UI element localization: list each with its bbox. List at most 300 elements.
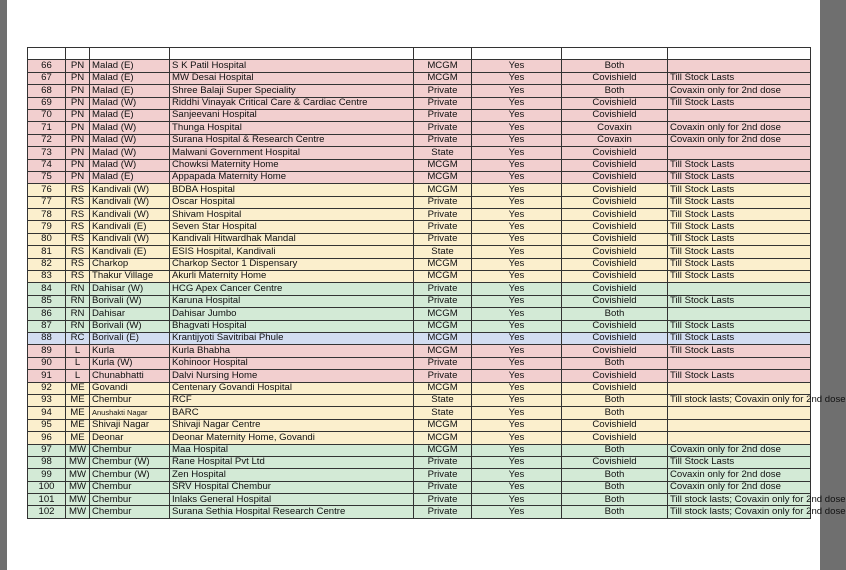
cell-hospital-type: Private [414, 221, 472, 233]
table-row [28, 357, 811, 369]
cell-remarks: Till stock lasts; Covaxin only for 2nd dose [668, 494, 811, 506]
cell-remarks: Covaxin only for 2nd dose [668, 122, 811, 134]
cell-hospital-type: MCGM [414, 72, 472, 84]
cell-ward: PN [66, 159, 90, 171]
cell-serial-number: 76 [28, 184, 66, 196]
cell-hospital-name: ESIS Hospital, Kandivali [170, 246, 414, 258]
cell-vaccine: Covishield [562, 345, 668, 357]
table-row [28, 221, 811, 233]
cell-vaccine: Covishield [562, 419, 668, 431]
cell-hospital-type: Private [414, 481, 472, 493]
cell-ward: ME [66, 394, 90, 406]
cell-area: Chembur (W) [90, 469, 170, 481]
cell-hospital-name: Seven Star Hospital [170, 221, 414, 233]
table-row [28, 85, 811, 97]
cell-serial-number: 67 [28, 72, 66, 84]
cell-active: Yes [472, 295, 562, 307]
cell-hospital-type: MCGM [414, 320, 472, 332]
table-row [28, 494, 811, 506]
cell-vaccine: Covishield [562, 233, 668, 245]
cell-hospital-type: Private [414, 456, 472, 468]
cell-hospital-type: Private [414, 109, 472, 121]
cell-serial-number: 72 [28, 134, 66, 146]
cell-hospital-type: MCGM [414, 332, 472, 344]
cell-hospital-name: HCG Apex Cancer Centre [170, 283, 414, 295]
cell-vaccine: Covishield [562, 271, 668, 283]
cell-area: Kandivali (W) [90, 233, 170, 245]
cell-remarks [668, 147, 811, 159]
cell-vaccine: Covishield [562, 246, 668, 258]
cell-hospital-name: Shivaji Nagar Centre [170, 419, 414, 431]
cell-remarks [668, 60, 811, 72]
cell-vaccine: Covishield [562, 196, 668, 208]
cell-area: Deonar [90, 432, 170, 444]
cell-remarks: Covaxin only for 2nd dose [668, 481, 811, 493]
cell-active: Yes [472, 382, 562, 394]
cell-remarks: Till Stock Lasts [668, 370, 811, 382]
cell-active: Yes [472, 171, 562, 183]
cell-vaccine: Covishield [562, 109, 668, 121]
header-spacer-row [28, 48, 811, 60]
cell-hospital-type: MCGM [414, 159, 472, 171]
cell-active: Yes [472, 122, 562, 134]
cell-remarks: Till Stock Lasts [668, 332, 811, 344]
table-row [28, 184, 811, 196]
cell-hospital-type: Private [414, 97, 472, 109]
cell-serial-number: 99 [28, 469, 66, 481]
cell-hospital-name: Rane Hospital Pvt Ltd [170, 456, 414, 468]
table-row [28, 283, 811, 295]
cell-ward: RS [66, 246, 90, 258]
table-row [28, 308, 811, 320]
cell-remarks: Till Stock Lasts [668, 159, 811, 171]
cell-hospital-name: Zen Hospital [170, 469, 414, 481]
cell-vaccine: Covishield [562, 221, 668, 233]
table-row [28, 481, 811, 493]
cell-active: Yes [472, 345, 562, 357]
cell-active: Yes [472, 233, 562, 245]
cell-vaccine: Covaxin [562, 134, 668, 146]
cell-remarks: Till Stock Lasts [668, 456, 811, 468]
cell-area: Borivali (W) [90, 295, 170, 307]
cell-vaccine: Covishield [562, 382, 668, 394]
table-row [28, 295, 811, 307]
table-row [28, 122, 811, 134]
cell-vaccine: Covishield [562, 184, 668, 196]
cell-hospital-name: Charkop Sector 1 Dispensary [170, 258, 414, 270]
cell-vaccine: Covishield [562, 370, 668, 382]
cell-area: Kandivali (W) [90, 209, 170, 221]
table-row [28, 159, 811, 171]
cell-remarks: Till stock lasts; Covaxin only for 2nd dose [668, 394, 811, 406]
cell-serial-number: 74 [28, 159, 66, 171]
cell-serial-number: 86 [28, 308, 66, 320]
table-row [28, 258, 811, 270]
cell-serial-number: 83 [28, 271, 66, 283]
cell-vaccine: Both [562, 60, 668, 72]
cell-hospital-type: Private [414, 209, 472, 221]
cell-area: Malad (E) [90, 171, 170, 183]
cell-ward: RS [66, 258, 90, 270]
cell-remarks: Till Stock Lasts [668, 345, 811, 357]
cell-serial-number: 77 [28, 196, 66, 208]
cell-ward: PN [66, 85, 90, 97]
cell-active: Yes [472, 109, 562, 121]
cell-active: Yes [472, 85, 562, 97]
cell-remarks [668, 407, 811, 419]
cell-hospital-type: MCGM [414, 271, 472, 283]
cell-serial-number: 98 [28, 456, 66, 468]
cell-area: Malad (E) [90, 85, 170, 97]
cell-vaccine: Both [562, 506, 668, 518]
cell-serial-number: 82 [28, 258, 66, 270]
cell-hospital-name: Appapada Maternity Home [170, 171, 414, 183]
cell-hospital-type: MCGM [414, 382, 472, 394]
table-row [28, 394, 811, 406]
cell-serial-number: 85 [28, 295, 66, 307]
cell-active: Yes [472, 456, 562, 468]
cell-vaccine: Both [562, 469, 668, 481]
cell-remarks [668, 283, 811, 295]
cell-area: Malad (W) [90, 147, 170, 159]
cell-ward: MW [66, 456, 90, 468]
cell-vaccine: Covishield [562, 159, 668, 171]
cell-serial-number: 101 [28, 494, 66, 506]
cell-serial-number: 102 [28, 506, 66, 518]
cell-ward: ME [66, 382, 90, 394]
cell-serial-number: 73 [28, 147, 66, 159]
cell-hospital-name: Surana Sethia Hospital Research Centre [170, 506, 414, 518]
cell-area: Borivali (W) [90, 320, 170, 332]
cell-vaccine: Both [562, 357, 668, 369]
cell-ward: PN [66, 122, 90, 134]
cell-active: Yes [472, 209, 562, 221]
cell-serial-number: 66 [28, 60, 66, 72]
cell-vaccine: Covishield [562, 283, 668, 295]
cell-vaccine: Both [562, 394, 668, 406]
cell-serial-number: 78 [28, 209, 66, 221]
cell-ward: RS [66, 209, 90, 221]
cell-area: Govandi [90, 382, 170, 394]
cell-vaccine: Covishield [562, 320, 668, 332]
cell-remarks: Till Stock Lasts [668, 233, 811, 245]
cell-remarks: Till Stock Lasts [668, 196, 811, 208]
cell-hospital-name: Inlaks General Hospital [170, 494, 414, 506]
cell-serial-number: 69 [28, 97, 66, 109]
table-body [28, 48, 846, 519]
cell-vaccine: Covishield [562, 171, 668, 183]
cell-hospital-name: RCF [170, 394, 414, 406]
cell-serial-number: 91 [28, 370, 66, 382]
cell-active: Yes [472, 308, 562, 320]
cell-area: Dahisar (W) [90, 283, 170, 295]
cell-area: Charkop [90, 258, 170, 270]
cell-hospital-name: MW Desai Hospital [170, 72, 414, 84]
cell-hospital-name: Thunga Hospital [170, 122, 414, 134]
cell-hospital-name: S K Patil Hospital [170, 60, 414, 72]
table-row [28, 382, 811, 394]
cell-area: Kandivali (W) [90, 196, 170, 208]
cell-serial-number: 100 [28, 481, 66, 493]
table-row [28, 444, 811, 456]
cell-ward: L [66, 370, 90, 382]
cell-hospital-type: MCGM [414, 171, 472, 183]
cell-vaccine: Covishield [562, 209, 668, 221]
cell-ward: RN [66, 308, 90, 320]
cell-active: Yes [472, 271, 562, 283]
cell-hospital-name: Bhagvati Hospital [170, 320, 414, 332]
cell-serial-number: 79 [28, 221, 66, 233]
table-row [28, 332, 811, 344]
cell-ward: MW [66, 469, 90, 481]
cell-remarks: Till Stock Lasts [668, 258, 811, 270]
cell-hospital-name: Sanjeevani Hospital [170, 109, 414, 121]
cell-ward: PN [66, 97, 90, 109]
cell-ward: PN [66, 171, 90, 183]
cell-hospital-type: Private [414, 134, 472, 146]
table-row [28, 506, 811, 518]
cell-active: Yes [472, 506, 562, 518]
cell-area: Malad (W) [90, 122, 170, 134]
cell-area: Kurla [90, 345, 170, 357]
cell-hospital-name: Karuna Hospital [170, 295, 414, 307]
cell-hospital-type: Private [414, 85, 472, 97]
cell-area: Anushakti Nagar [90, 407, 170, 419]
table-row [28, 456, 811, 468]
cell-vaccine: Covishield [562, 295, 668, 307]
cell-remarks: Till stock lasts; Covaxin only for 2nd dose [668, 506, 811, 518]
table-row [28, 147, 811, 159]
cell-hospital-type: Private [414, 196, 472, 208]
cell-area: Malad (W) [90, 159, 170, 171]
cell-vaccine: Covishield [562, 432, 668, 444]
cell-vaccine: Covishield [562, 456, 668, 468]
cell-active: Yes [472, 370, 562, 382]
cell-remarks: Till Stock Lasts [668, 184, 811, 196]
cell-hospital-name: Maa Hospital [170, 444, 414, 456]
cell-vaccine: Covishield [562, 72, 668, 84]
table-row [28, 469, 811, 481]
cell-remarks: Till Stock Lasts [668, 271, 811, 283]
cell-remarks: Till Stock Lasts [668, 97, 811, 109]
cell-serial-number: 95 [28, 419, 66, 431]
cell-hospital-type: Private [414, 233, 472, 245]
cell-hospital-name: Centenary Govandi Hospital [170, 382, 414, 394]
cell-remarks: Till Stock Lasts [668, 209, 811, 221]
cell-vaccine: Both [562, 444, 668, 456]
cell-ward: RS [66, 271, 90, 283]
cell-area: Borivali (E) [90, 332, 170, 344]
cell-active: Yes [472, 60, 562, 72]
cell-hospital-type: MCGM [414, 444, 472, 456]
cell-serial-number: 89 [28, 345, 66, 357]
cell-hospital-name: Chowksi Maternity Home [170, 159, 414, 171]
cell-ward: RS [66, 184, 90, 196]
cell-ward: MW [66, 481, 90, 493]
cell-ward: RS [66, 233, 90, 245]
cell-area: Chembur [90, 444, 170, 456]
cell-serial-number: 90 [28, 357, 66, 369]
cell-area: Malad (E) [90, 109, 170, 121]
cell-hospital-name: Kandivali Hitwardhak Mandal [170, 233, 414, 245]
cell-area: Malad (W) [90, 97, 170, 109]
cell-vaccine: Covaxin [562, 122, 668, 134]
cell-remarks: Till Stock Lasts [668, 72, 811, 84]
cell-area: Shivaji Nagar [90, 419, 170, 431]
cell-remarks: Till Stock Lasts [668, 246, 811, 258]
cell-vaccine: Both [562, 494, 668, 506]
cell-vaccine: Both [562, 407, 668, 419]
cell-ward: RS [66, 196, 90, 208]
cell-serial-number: 93 [28, 394, 66, 406]
cell-hospital-name: Riddhi Vinayak Critical Care & Cardiac Centre [170, 97, 414, 109]
cell-active: Yes [472, 184, 562, 196]
cell-ward: RC [66, 332, 90, 344]
cell-hospital-type: Private [414, 122, 472, 134]
cell-serial-number: 94 [28, 407, 66, 419]
cell-ward: RN [66, 320, 90, 332]
cell-vaccine: Covishield [562, 147, 668, 159]
cell-active: Yes [472, 394, 562, 406]
cell-hospital-name: BDBA Hospital [170, 184, 414, 196]
cell-ward: PN [66, 147, 90, 159]
table-row [28, 345, 811, 357]
cell-area: Chembur [90, 481, 170, 493]
cell-serial-number: 96 [28, 432, 66, 444]
cell-hospital-type: State [414, 394, 472, 406]
cell-active: Yes [472, 481, 562, 493]
cell-serial-number: 71 [28, 122, 66, 134]
cell-active: Yes [472, 407, 562, 419]
cell-area: Kandivali (W) [90, 184, 170, 196]
cell-serial-number: 84 [28, 283, 66, 295]
cell-active: Yes [472, 97, 562, 109]
table-row [28, 72, 811, 84]
cell-area: Chembur [90, 506, 170, 518]
table-row [28, 171, 811, 183]
cell-hospital-type: State [414, 246, 472, 258]
cell-remarks: Till Stock Lasts [668, 295, 811, 307]
table-row [28, 97, 811, 109]
cell-vaccine: Both [562, 308, 668, 320]
table-row [28, 209, 811, 221]
cell-ward: ME [66, 419, 90, 431]
cell-active: Yes [472, 494, 562, 506]
table-row [28, 432, 811, 444]
cell-active: Yes [472, 72, 562, 84]
cell-serial-number: 97 [28, 444, 66, 456]
cell-ward: MW [66, 444, 90, 456]
cell-hospital-type: MCGM [414, 60, 472, 72]
cell-active: Yes [472, 432, 562, 444]
table-row [28, 196, 811, 208]
cell-active: Yes [472, 320, 562, 332]
cell-active: Yes [472, 283, 562, 295]
cell-ward: RS [66, 221, 90, 233]
cell-active: Yes [472, 159, 562, 171]
cell-hospital-name: Oscar Hospital [170, 196, 414, 208]
cell-hospital-name: Deonar Maternity Home, Govandi [170, 432, 414, 444]
cell-serial-number: 88 [28, 332, 66, 344]
table-row [28, 370, 811, 382]
cell-hospital-type: Private [414, 357, 472, 369]
cell-hospital-name: Kohinoor Hospital [170, 357, 414, 369]
cell-active: Yes [472, 258, 562, 270]
cell-remarks [668, 382, 811, 394]
cell-serial-number: 87 [28, 320, 66, 332]
cell-hospital-type: MCGM [414, 258, 472, 270]
table-row [28, 60, 811, 72]
table-row [28, 419, 811, 431]
cell-remarks: Covaxin only for 2nd dose [668, 85, 811, 97]
cell-area: Chembur (W) [90, 456, 170, 468]
cell-active: Yes [472, 469, 562, 481]
table-row [28, 233, 811, 245]
cell-active: Yes [472, 419, 562, 431]
cell-ward: PN [66, 109, 90, 121]
cell-active: Yes [472, 221, 562, 233]
table-row [28, 407, 811, 419]
cell-ward: ME [66, 432, 90, 444]
cell-vaccine: Covishield [562, 97, 668, 109]
cell-hospital-type: Private [414, 295, 472, 307]
cell-area: Chembur [90, 494, 170, 506]
cell-active: Yes [472, 196, 562, 208]
table-row [28, 134, 811, 146]
cell-ward: L [66, 357, 90, 369]
cell-hospital-type: Private [414, 506, 472, 518]
cell-remarks: Till Stock Lasts [668, 221, 811, 233]
cell-remarks [668, 357, 811, 369]
cell-serial-number: 80 [28, 233, 66, 245]
cell-area: Dahisar [90, 308, 170, 320]
cell-ward: L [66, 345, 90, 357]
cell-hospital-name: Krantijyoti Savitribai Phule [170, 332, 414, 344]
cell-serial-number: 75 [28, 171, 66, 183]
cell-hospital-name: Shivam Hospital [170, 209, 414, 221]
cell-remarks [668, 419, 811, 431]
cell-hospital-name: BARC [170, 407, 414, 419]
cell-serial-number: 81 [28, 246, 66, 258]
cell-remarks [668, 109, 811, 121]
cell-hospital-type: Private [414, 370, 472, 382]
cell-active: Yes [472, 332, 562, 344]
cell-hospital-type: Private [414, 283, 472, 295]
cell-hospital-type: MCGM [414, 345, 472, 357]
cell-ward: MW [66, 506, 90, 518]
cell-active: Yes [472, 357, 562, 369]
cell-remarks: Till Stock Lasts [668, 320, 811, 332]
cell-remarks: Covaxin only for 2nd dose [668, 469, 811, 481]
cell-ward: PN [66, 60, 90, 72]
cell-area: Chunabhatti [90, 370, 170, 382]
table-row [28, 109, 811, 121]
cell-ward: PN [66, 134, 90, 146]
cell-remarks: Covaxin only for 2nd dose [668, 444, 811, 456]
cell-active: Yes [472, 444, 562, 456]
cell-hospital-type: State [414, 407, 472, 419]
cell-active: Yes [472, 147, 562, 159]
cell-vaccine: Both [562, 85, 668, 97]
cell-vaccine: Both [562, 481, 668, 493]
cell-area: Thakur Village [90, 271, 170, 283]
cell-ward: RN [66, 283, 90, 295]
cell-hospital-name: Kurla Bhabha [170, 345, 414, 357]
cell-hospital-type: Private [414, 494, 472, 506]
cell-hospital-type: MCGM [414, 184, 472, 196]
table-row [28, 320, 811, 332]
vaccination-centres-table [27, 47, 846, 519]
